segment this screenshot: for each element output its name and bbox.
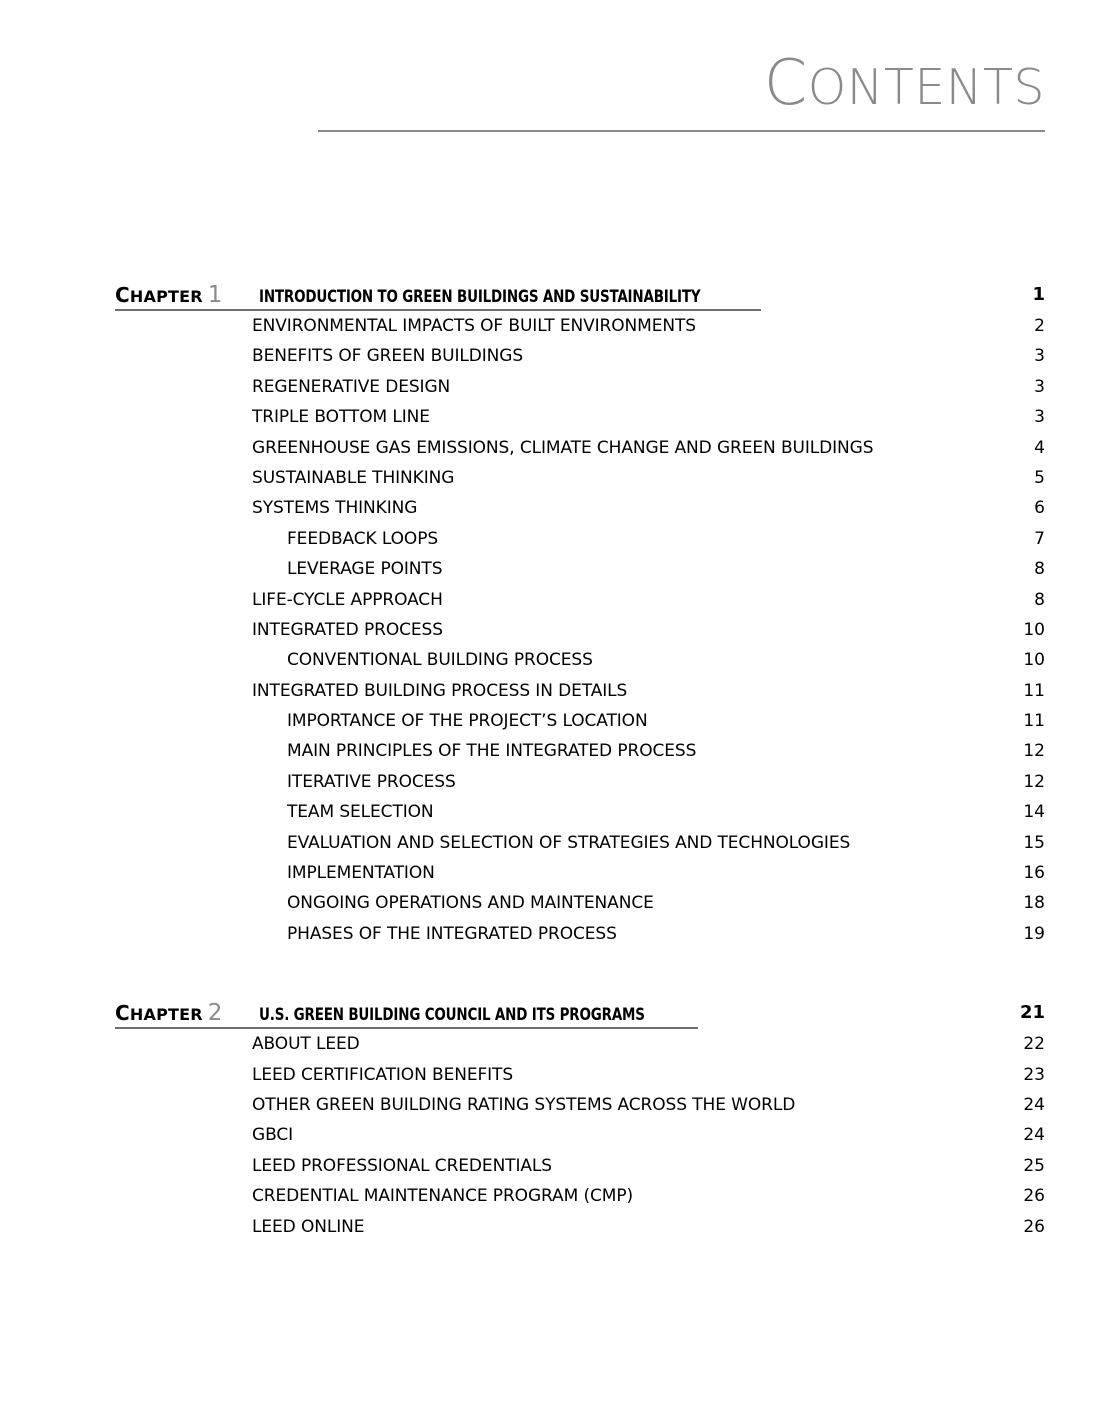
toc-entry-page-number: 19	[1023, 923, 1045, 944]
toc-entry-page-number: 10	[1023, 650, 1045, 671]
toc-entry-label: SYSTEMS THINKING	[252, 498, 418, 519]
toc-entry-page-number: 11	[1023, 680, 1045, 701]
chapter-heading-row[interactable]	[0, 1002, 1106, 1032]
toc-entry-label: IMPLEMENTATION	[287, 863, 435, 884]
chapter-page-number: 1	[1032, 284, 1045, 305]
toc-entry-page-number: 7	[1034, 528, 1045, 549]
toc-entry-row[interactable]	[0, 1093, 1106, 1123]
chapter-word-initial: C	[115, 283, 130, 307]
toc-entry-page-number: 18	[1023, 893, 1045, 914]
toc-entry-label: ENVIRONMENTAL IMPACTS OF BUILT ENVIRONMENTS	[252, 316, 696, 336]
toc-entry-label: IMPORTANCE OF THE PROJECT’S LOCATION	[287, 711, 648, 732]
toc-entry-page-number: 12	[1023, 741, 1045, 762]
chapter-word	[115, 283, 203, 307]
toc-entry-row[interactable]	[0, 314, 1106, 344]
toc-entry-page-number: 24	[1023, 1125, 1045, 1146]
chapter-word	[115, 1001, 203, 1026]
toc-entry-row[interactable]	[0, 648, 1106, 678]
page-header	[0, 46, 1045, 119]
toc-entry-label: LIFE-CYCLE APPROACH	[252, 589, 443, 610]
chapter-word-label: HAPTER	[129, 1005, 203, 1025]
toc-entry-row[interactable]	[0, 496, 1106, 526]
toc-entry-label: OTHER GREEN BUILDING RATING SYSTEMS ACROSS THE WORLD	[252, 1094, 796, 1115]
toc-entry-page-number: 3	[1034, 346, 1045, 367]
toc-entry-row[interactable]	[0, 831, 1106, 861]
toc-entry-label: MAIN PRINCIPLES OF THE INTEGRATED PROCESS	[287, 741, 697, 762]
chapter-word-initial: C	[115, 1001, 130, 1026]
page-title	[763, 46, 1045, 119]
toc-entry-page-number: 4	[1034, 437, 1045, 458]
toc-entry-label: GBCI	[252, 1125, 294, 1146]
toc-entry-row[interactable]	[0, 1215, 1106, 1245]
page-title-rest: ONTENTS	[807, 59, 1045, 116]
toc-entry-page-number: 3	[1034, 407, 1045, 428]
toc-entry-row[interactable]	[0, 770, 1106, 800]
chapter-block	[0, 1002, 1106, 1245]
toc-entry-row[interactable]	[0, 922, 1106, 952]
toc-entry-label: BENEFITS OF GREEN BUILDINGS	[252, 346, 524, 367]
toc-entry-label: REGENERATIVE DESIGN	[252, 376, 451, 397]
toc-entry-page-number: 2	[1034, 316, 1045, 336]
toc-entry-row[interactable]	[0, 436, 1106, 466]
toc-entry-row[interactable]	[0, 1063, 1106, 1093]
toc-entry-label: FEEDBACK LOOPS	[287, 528, 439, 549]
toc-entry-row[interactable]	[0, 527, 1106, 557]
chapter-number: 1	[207, 282, 223, 308]
toc-entry-row[interactable]	[0, 709, 1106, 739]
toc-entry-label: LEED ONLINE	[252, 1216, 365, 1237]
toc-entry-row[interactable]	[0, 618, 1106, 648]
toc-entry-row[interactable]	[0, 861, 1106, 891]
toc-entry-page-number: 3	[1034, 376, 1045, 397]
chapter-word-label: HAPTER	[129, 287, 203, 306]
toc-entry-label: EVALUATION AND SELECTION OF STRATEGIES AND TECHNOLOGIES	[287, 832, 851, 853]
toc-entry-page-number: 26	[1023, 1216, 1045, 1237]
toc-entry-label: CONVENTIONAL BUILDING PROCESS	[287, 650, 593, 671]
chapter-heading-underlined-group	[115, 284, 761, 311]
toc-entry-label: LEED CERTIFICATION BENEFITS	[252, 1064, 514, 1085]
toc-entry-page-number: 8	[1034, 559, 1045, 580]
toc-entry-page-number: 11	[1023, 711, 1045, 732]
toc-entry-label: ITERATIVE PROCESS	[287, 771, 456, 792]
toc-entry-label: LEED PROFESSIONAL CREDENTIALS	[252, 1155, 552, 1176]
toc-entry-label: INTEGRATED PROCESS	[252, 619, 443, 640]
chapter-page-number: 21	[1019, 1002, 1045, 1024]
toc-entry-page-number: 14	[1023, 802, 1045, 823]
chapter-heading-underlined-group	[115, 1002, 698, 1029]
toc-entry-label: SUSTAINABLE THINKING	[252, 467, 455, 488]
chapter-number: 2	[207, 1000, 223, 1027]
toc-entry-page-number: 10	[1023, 619, 1045, 640]
toc-entry-page-number: 6	[1034, 498, 1045, 519]
toc-entry-page-number: 26	[1023, 1186, 1045, 1207]
toc-entry-page-number: 25	[1023, 1155, 1045, 1176]
toc-entry-row[interactable]	[0, 466, 1106, 496]
page-title-initial: C	[763, 46, 808, 119]
chapter-title: INTRODUCTION TO GREEN BUILDINGS AND SUSTAINABILITY	[259, 287, 701, 307]
toc-entry-row[interactable]	[0, 1032, 1106, 1062]
toc-entry-page-number: 5	[1034, 467, 1045, 488]
title-divider-rule	[318, 130, 1045, 132]
toc-entry-row[interactable]	[0, 800, 1106, 830]
toc-entry-page-number: 12	[1023, 771, 1045, 792]
toc-entry-label: PHASES OF THE INTEGRATED PROCESS	[287, 923, 617, 944]
toc-entry-label: ONGOING OPERATIONS AND MAINTENANCE	[287, 893, 654, 914]
toc-entry-label: TRIPLE BOTTOM LINE	[252, 407, 430, 428]
toc-entry-label: CREDENTIAL MAINTENANCE PROGRAM (CMP)	[252, 1186, 634, 1207]
toc-entry-page-number: 15	[1023, 832, 1045, 853]
toc-entry-row[interactable]	[0, 588, 1106, 618]
toc-entry-page-number: 24	[1023, 1094, 1045, 1115]
toc-entry-page-number: 8	[1034, 589, 1045, 610]
chapter-heading-row[interactable]	[0, 284, 1106, 314]
toc-entry-label: ABOUT LEED	[252, 1034, 360, 1055]
toc-entry-row[interactable]	[0, 891, 1106, 921]
chapter-spacer	[0, 952, 1106, 1002]
table-of-contents	[0, 284, 1106, 1245]
toc-entry-label: INTEGRATED BUILDING PROCESS IN DETAILS	[252, 680, 628, 701]
toc-entry-row[interactable]	[0, 679, 1106, 709]
toc-entry-label: GREENHOUSE GAS EMISSIONS, CLIMATE CHANGE AND GREEN BUILDINGS	[252, 437, 874, 458]
toc-entry-page-number: 22	[1023, 1034, 1045, 1055]
toc-entry-page-number: 23	[1023, 1064, 1045, 1085]
chapter-title: U.S. GREEN BUILDING COUNCIL AND ITS PROGRAMS	[259, 1005, 646, 1026]
toc-entry-row[interactable]	[0, 1184, 1106, 1214]
toc-entry-row[interactable]	[0, 1123, 1106, 1153]
toc-entry-row[interactable]	[0, 405, 1106, 435]
toc-entry-row[interactable]	[0, 1154, 1106, 1184]
toc-entry-row[interactable]	[0, 739, 1106, 769]
toc-entry-label: LEVERAGE POINTS	[287, 559, 443, 580]
toc-entry-row[interactable]	[0, 557, 1106, 587]
toc-entry-page-number: 16	[1023, 863, 1045, 884]
chapter-block	[0, 284, 1106, 952]
toc-entry-row[interactable]	[0, 375, 1106, 405]
toc-entry-label: TEAM SELECTION	[287, 802, 434, 823]
toc-entry-row[interactable]	[0, 344, 1106, 374]
